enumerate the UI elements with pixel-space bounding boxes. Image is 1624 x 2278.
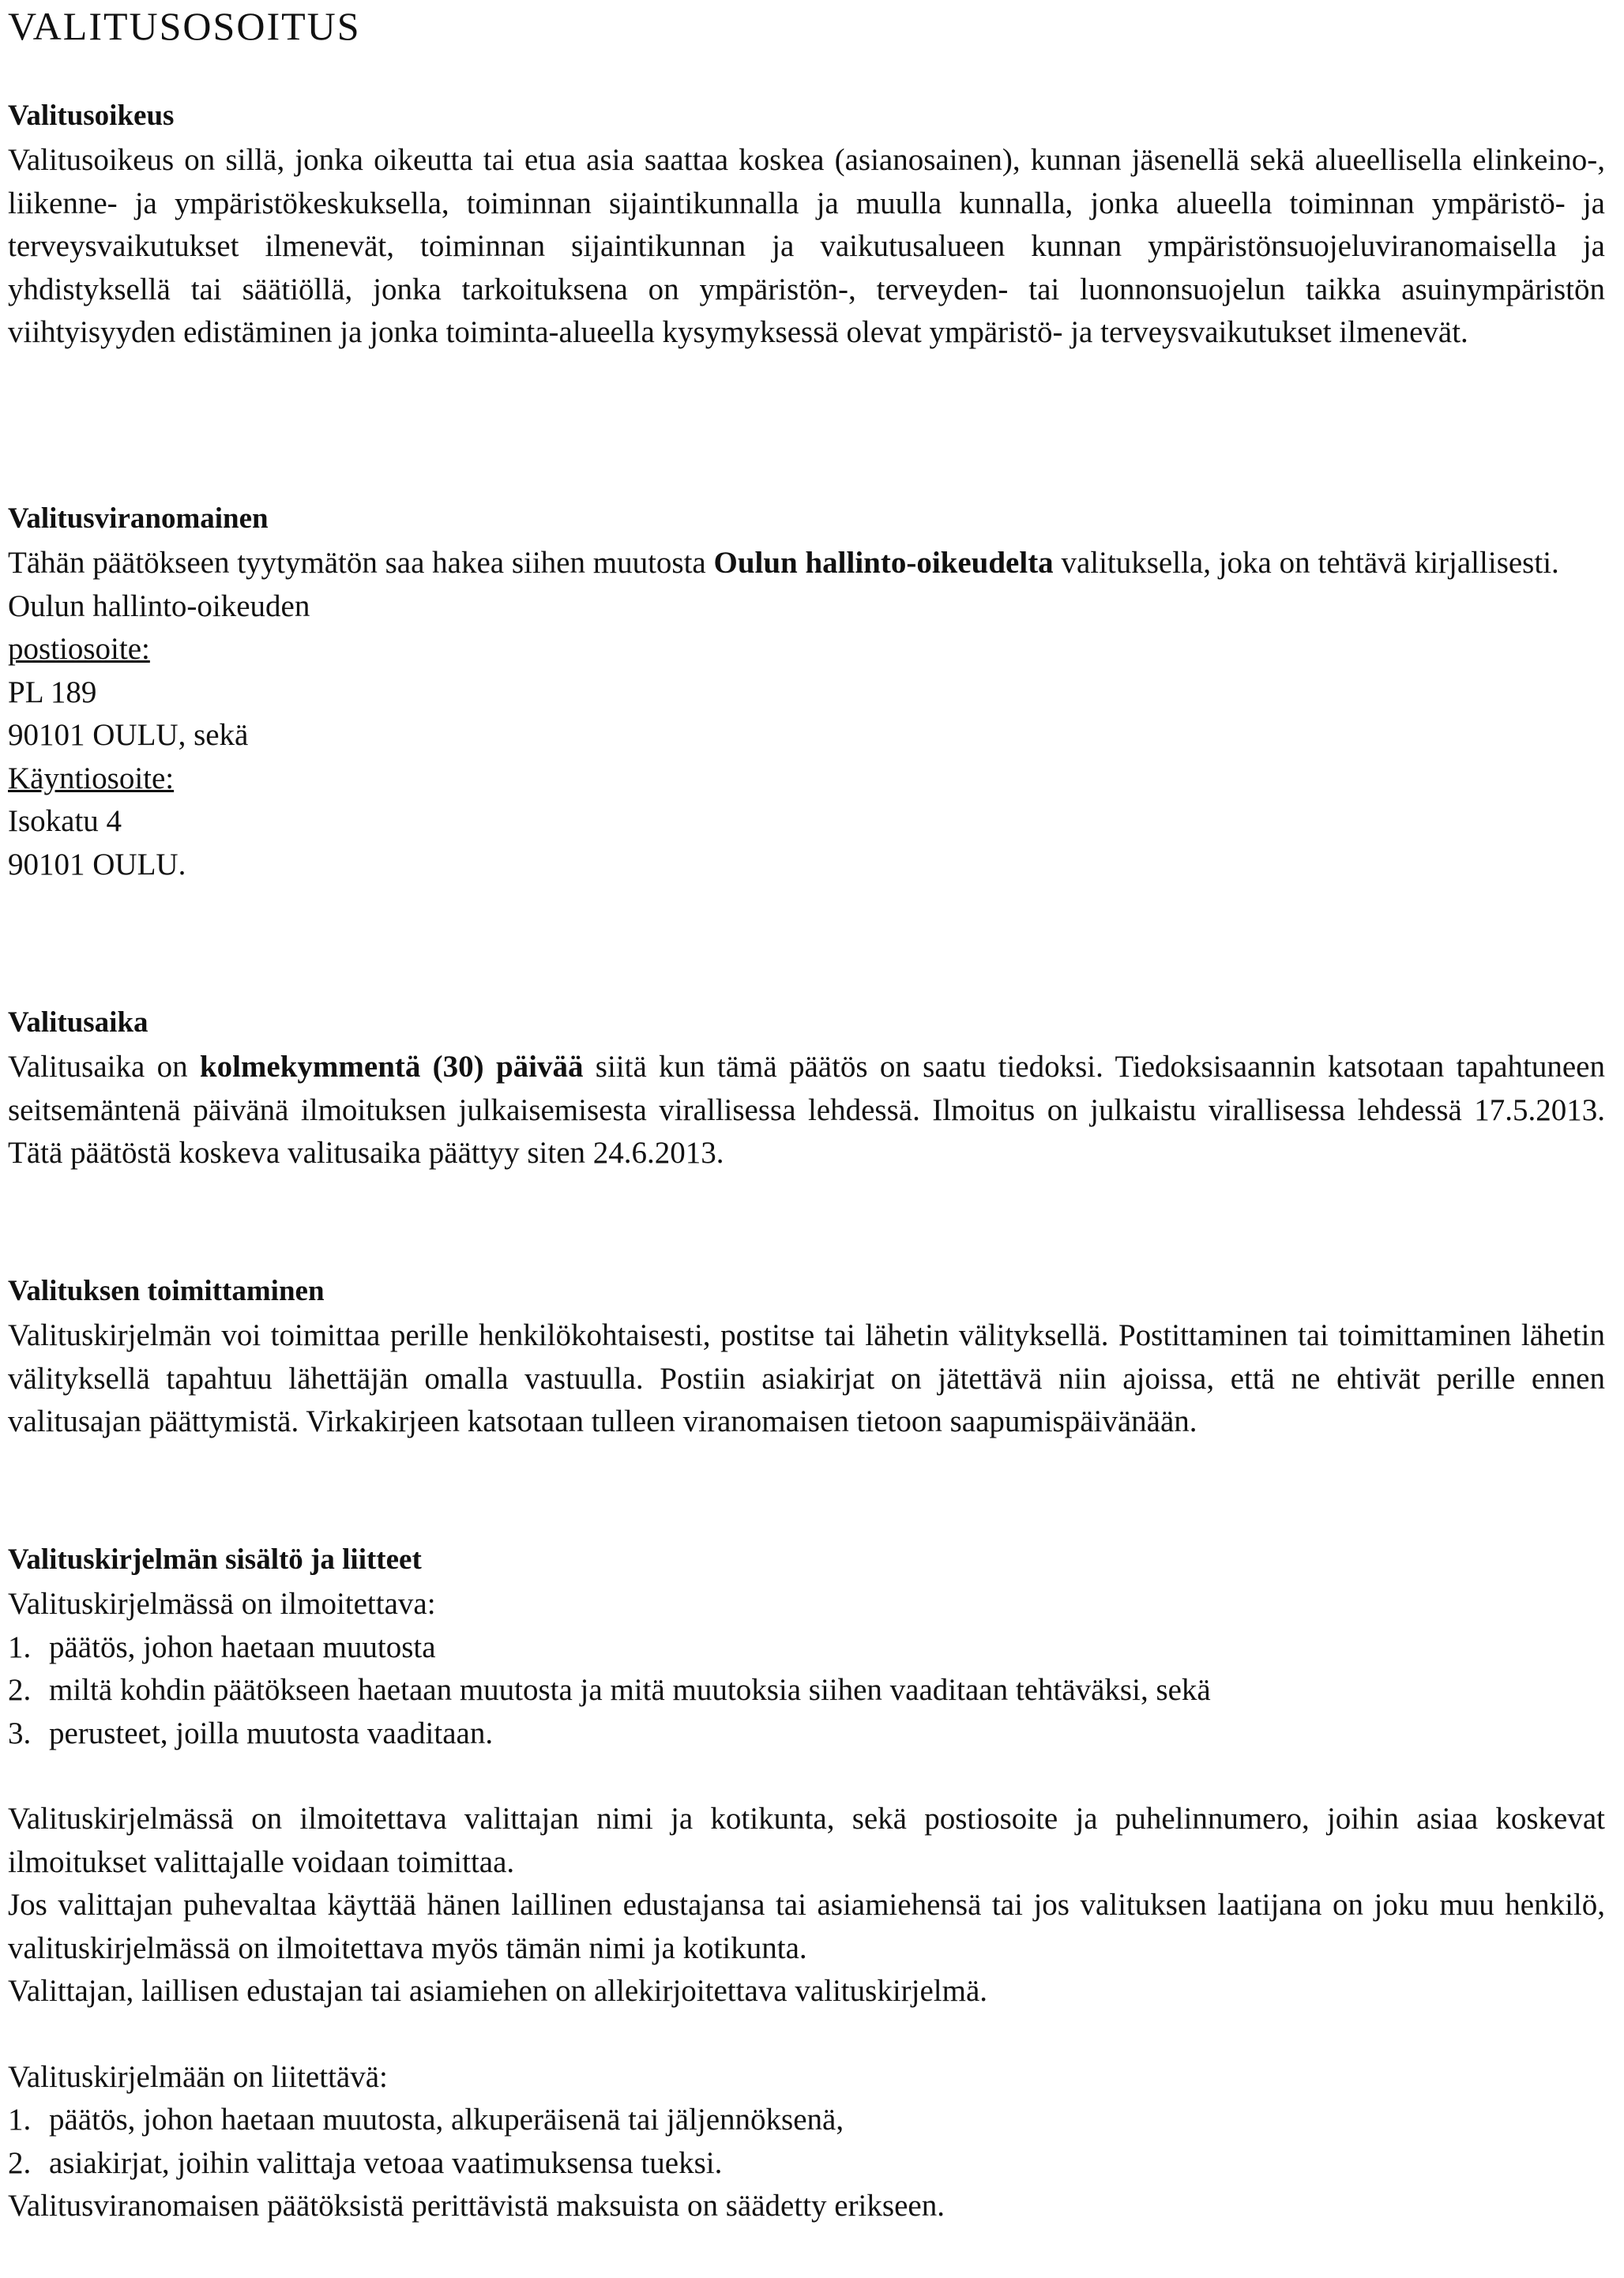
para-appellant-info: Valituskirjelmässä on ilmoitettava valittajan nimi ja kotikunta, sekä postiosoite ja puhelinnumero, joihin asiaa koskevat ilmoitukset valittajalle voidaan toimittaa. — [8, 1802, 1605, 1879]
section-valitusaika — [8, 1003, 1605, 1175]
visit-line2: 90101 OULU. — [8, 847, 186, 882]
heading-toimittaminen: Valituksen toimittaminen — [8, 1275, 325, 1307]
required-contents-list — [8, 1626, 1605, 1756]
para-signature: Valittajan, laillisen edustajan tai asiamiehen on allekirjoitettava valituskirjelmä. — [8, 1974, 988, 2008]
heading-valitusoikeus: Valitusoikeus — [8, 100, 175, 132]
section-valitusviranomainen — [8, 499, 1605, 886]
fees-note: Valitusviranomaisen päätöksistä perittävistä maksuista on säädetty erikseen. — [8, 2189, 945, 2223]
para-representative: Jos valittajan puhevaltaa käyttää hänen laillinen edustajansa tai asiamiehensä tai jos valituksen laatijana on joku muu henkilö, valituskirjelmässä on ilmoitettava myös tämän nimi ja kotikunta. — [8, 1888, 1605, 1965]
list-item: 1. päätös, johon haetaan muutosta — [8, 1630, 436, 1664]
list-item: 2. asiakirjat, joihin valittaja vetoaa vaatimuksensa tueksi. — [8, 2145, 723, 2180]
text-valitusaika: Valitusaika on kolmekymmentä (30) päivää siitä kun tämä päätös on saatu tiedoksi. Tiedoksisaannin katsotaan tapahtuneen seitsemäntenä päivänä ilmoituksen julkaisemisesta virallisessa lehdessä. Ilmoitus on julkaistu virallisessa lehdessä 17.5.2013. Tätä päätöstä koskeva valitusaika päättyy siten 24.6.2013. — [8, 1050, 1605, 1170]
section-sisalto — [8, 1540, 1605, 2228]
postal-label: postiosoite: — [8, 632, 150, 666]
list-item: 2. miltä kohdin päätökseen haetaan muutosta ja mitä muutoksia siihen vaaditaan tehtäväksi, sekä — [8, 1673, 1211, 1707]
text-toimittaminen: Valituskirjelmän voi toimittaa perille henkilökohtaisesti, postitse tai lähetin välityksellä. Postittaminen tai toimittaminen lähetin välityksellä tapahtuu lähettäjän omalla vastuulla. Postiin asiakirjat on jätettävä niin ajoissa, että ne ehtivät perille ennen valitusajan päättymistä. Virkakirjeen katsotaan tulleen viranomaisen tietoon saapumispäivänään. — [8, 1318, 1605, 1438]
section-valitusoikeus — [8, 96, 1605, 355]
court-name: Oulun hallinto-oikeuden — [8, 588, 310, 623]
list-item: 1. päätös, johon haetaan muutosta, alkuperäisenä tai jäljennöksenä, — [8, 2103, 844, 2137]
heading-sisalto: Valituskirjelmän sisältö ja liitteet — [8, 1543, 422, 1576]
section-toimittaminen — [8, 1272, 1605, 1444]
sisalto-intro: Valituskirjelmässä on ilmoitettava: — [8, 1587, 436, 1621]
text-valitusoikeus: Valitusoikeus on sillä, jonka oikeutta tai etua asia saattaa koskea (asianosainen), kunnan jäsenellä sekä alueellisella elinkeino-, liikenne- ja ympäristökeskuksella, toiminnan sijaintikunnalla ja muulla kunnalla, jonka alueella toiminnan ympäristö- ja terveysvaikutukset ilmenevät, toiminnan sijaintikunnan ja vaikutusalueen kunnan ympäristönsuojeluviranomaisella ja yhdistyksellä tai säätiöllä, jonka tarkoituksena on ympäristön-, terveyden- tai luonnonsuojelun taikka asuinympäristön viihtyisyyden edistäminen ja jonka toiminta-alueella kysymyksessä olevat ympäristö- ja terveysvaikutukset ilmenevät. — [8, 143, 1605, 349]
authority-name: Oulun hallinto-oikeudelta — [713, 546, 1054, 580]
heading-valitusaika: Valitusaika — [8, 1006, 148, 1039]
attach-intro: Valituskirjelmään on liitettävä: — [8, 2059, 388, 2094]
list-item: 3. perusteet, joilla muutosta vaaditaan. — [8, 1716, 494, 1750]
document-title: VALITUSOSOITUS — [8, 4, 361, 48]
postal-line1: PL 189 — [8, 675, 97, 709]
visit-line1: Isokatu 4 — [8, 804, 122, 838]
postal-line2: 90101 OULU, sekä — [8, 718, 249, 752]
visit-label: Käyntiosoite: — [8, 761, 175, 795]
attachments-list — [8, 2099, 1605, 2185]
heading-valitusviranomainen: Valitusviranomainen — [8, 502, 269, 535]
appeal-period: kolmekymmentä (30) päivää — [199, 1050, 584, 1084]
text-valitusviranomainen: Tähän päätökseen tyytymätön saa hakea siihen muutosta Oulun hallinto-oikeudelta valituksella, joka on tehtävä kirjallisesti. — [8, 546, 1559, 580]
